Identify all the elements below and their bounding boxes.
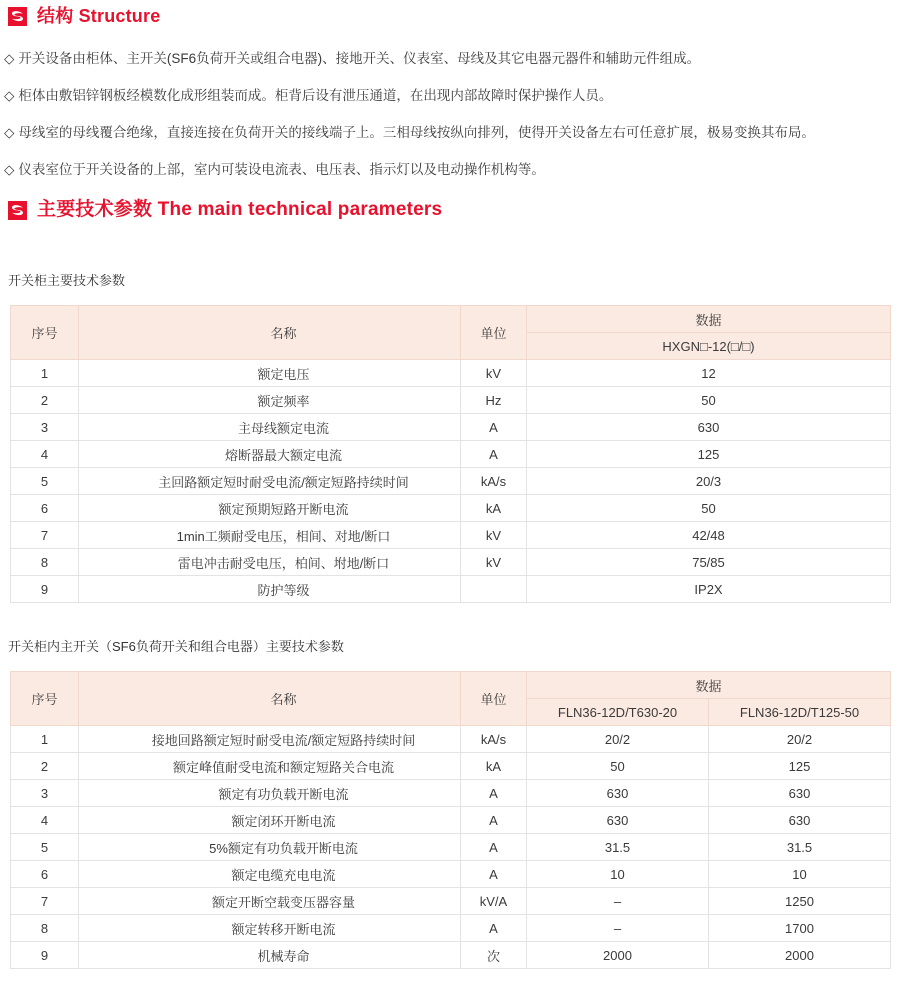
table-body	[11, 726, 891, 969]
table-row	[11, 780, 891, 807]
cell-name: 额定频率	[79, 387, 461, 414]
cell-unit: kV/A	[461, 888, 527, 915]
table-caption-main-switch: 开关柜内主开关（SF6负荷开关和组合电器）主要技术参数	[8, 639, 344, 654]
cell-no: 3	[11, 414, 79, 441]
cell-unit: 次	[461, 942, 527, 969]
cell-name: 额定闭环开断电流	[79, 807, 461, 834]
list-item	[4, 51, 900, 67]
col-header-model: HXGN□-12(□/□)	[527, 333, 891, 360]
cell-unit: kV	[461, 522, 527, 549]
cell-name: 主回路额定短时耐受电流/额定短路持续时间	[79, 468, 461, 495]
diamond-bullet-icon: ◇	[4, 51, 15, 66]
cell-name: 额定峰值耐受电流和额定短路关合电流	[79, 753, 461, 780]
cell-value-1: 10	[527, 861, 709, 888]
cell-name: 雷电冲击耐受电压，柏间、坿地/断口	[79, 549, 461, 576]
cell-no: 1	[11, 726, 79, 753]
cell-value: 50	[527, 387, 891, 414]
switchgear-parameters-table	[10, 305, 891, 603]
table-row	[11, 915, 891, 942]
cell-unit: A	[461, 780, 527, 807]
cell-no: 3	[11, 780, 79, 807]
table-row	[11, 495, 891, 522]
cell-no: 9	[11, 942, 79, 969]
cell-no: 6	[11, 861, 79, 888]
cell-unit: A	[461, 807, 527, 834]
table-row	[11, 726, 891, 753]
red-ribbon-icon	[8, 201, 27, 220]
col-header-no: 序号	[11, 672, 79, 726]
table-row	[11, 942, 891, 969]
cell-unit: kA	[461, 753, 527, 780]
cell-name: 额定预期短路开断电流	[79, 495, 461, 522]
cell-unit	[461, 576, 527, 603]
cell-name: 机械寿命	[79, 942, 461, 969]
cell-name: 额定转移开断电流	[79, 915, 461, 942]
cell-value-2: 1700	[709, 915, 891, 942]
cell-value-1: 50	[527, 753, 709, 780]
list-item	[4, 162, 900, 178]
cell-value-2: 20/2	[709, 726, 891, 753]
cell-value-2: 31.5	[709, 834, 891, 861]
col-header-unit: 单位	[461, 672, 527, 726]
cell-value-2: 630	[709, 780, 891, 807]
cell-no: 8	[11, 915, 79, 942]
list-item-text: 柜体由敷铝锌钢板经模数化成形组装而成。柜背后设有泄压通道，在出现内部故障时保护操作人员。	[18, 88, 613, 103]
cell-name: 熔断器最大额定电流	[79, 441, 461, 468]
structure-bullet-list	[4, 51, 900, 178]
table-row	[11, 360, 891, 387]
col-header-model-1: FLN36-12D/T630-20	[527, 699, 709, 726]
cell-value-2: 2000	[709, 942, 891, 969]
cell-unit: A	[461, 834, 527, 861]
list-item-text: 开关设备由柜体、主开关(SF6负荷开关或组合电器)、接地开关、仪表室、母线及其它电器元器件和辅助元件组成。	[18, 51, 701, 66]
table-row	[11, 549, 891, 576]
table-header-row	[11, 306, 891, 333]
table-header-row	[11, 672, 891, 699]
cell-no: 7	[11, 888, 79, 915]
col-header-data: 数据	[527, 672, 891, 699]
cell-value: 12	[527, 360, 891, 387]
cell-name: 防护等级	[79, 576, 461, 603]
cell-value-1: –	[527, 915, 709, 942]
cell-no: 4	[11, 807, 79, 834]
cell-unit: kA/s	[461, 726, 527, 753]
col-header-data: 数据	[527, 306, 891, 333]
table-row	[11, 753, 891, 780]
cell-no: 2	[11, 753, 79, 780]
col-header-no: 序号	[11, 306, 79, 360]
cell-no: 5	[11, 834, 79, 861]
cell-value: 20/3	[527, 468, 891, 495]
cell-value-1: 630	[527, 780, 709, 807]
cell-value: IP2X	[527, 576, 891, 603]
cell-no: 6	[11, 495, 79, 522]
table-header	[11, 672, 891, 726]
cell-unit: kA	[461, 495, 527, 522]
cell-unit: A	[461, 915, 527, 942]
cell-name: 5%额定有功负载开断电流	[79, 834, 461, 861]
table-row	[11, 576, 891, 603]
table-row	[11, 441, 891, 468]
cell-value-2: 10	[709, 861, 891, 888]
cell-no: 1	[11, 360, 79, 387]
cell-no: 9	[11, 576, 79, 603]
cell-value: 75/85	[527, 549, 891, 576]
table-row	[11, 387, 891, 414]
col-header-name: 名称	[79, 306, 461, 360]
cell-value: 50	[527, 495, 891, 522]
cell-value-1: –	[527, 888, 709, 915]
cell-value-2: 125	[709, 753, 891, 780]
cell-no: 4	[11, 441, 79, 468]
diamond-bullet-icon: ◇	[4, 162, 15, 177]
list-item	[4, 88, 900, 104]
table-body	[11, 360, 891, 603]
cell-name: 额定电压	[79, 360, 461, 387]
cell-name: 主母线额定电流	[79, 414, 461, 441]
diamond-bullet-icon: ◇	[4, 125, 15, 140]
cell-value-1: 31.5	[527, 834, 709, 861]
col-header-unit: 单位	[461, 306, 527, 360]
cell-value-2: 630	[709, 807, 891, 834]
section-header-main-technical-parameters	[0, 199, 900, 221]
section-header-structure	[0, 0, 900, 27]
cell-unit: Hz	[461, 387, 527, 414]
cell-value-1: 2000	[527, 942, 709, 969]
red-ribbon-icon	[8, 7, 27, 26]
table-row	[11, 807, 891, 834]
cell-no: 5	[11, 468, 79, 495]
cell-unit: A	[461, 414, 527, 441]
cell-no: 8	[11, 549, 79, 576]
cell-unit: kV	[461, 549, 527, 576]
cell-no: 7	[11, 522, 79, 549]
cell-value: 125	[527, 441, 891, 468]
table-row	[11, 468, 891, 495]
diamond-bullet-icon: ◇	[4, 88, 15, 103]
cell-unit: A	[461, 441, 527, 468]
col-header-name: 名称	[79, 672, 461, 726]
cell-unit: A	[461, 861, 527, 888]
table-row	[11, 861, 891, 888]
table-row	[11, 834, 891, 861]
table-row	[11, 522, 891, 549]
cell-value: 42/48	[527, 522, 891, 549]
cell-value-2: 1250	[709, 888, 891, 915]
cell-no: 2	[11, 387, 79, 414]
cell-name: 额定开断空载变压器容量	[79, 888, 461, 915]
cell-name: 1min工频耐受电压，相间、对地/断口	[79, 522, 461, 549]
table-row	[11, 414, 891, 441]
cell-name: 额定电缆充电电流	[79, 861, 461, 888]
table-row	[11, 888, 891, 915]
cell-name: 额定有功负载开断电流	[79, 780, 461, 807]
section-title: 结构 Structure	[37, 6, 161, 26]
cell-unit: kA/s	[461, 468, 527, 495]
list-item-text: 母线室的母线覆合绝缘，直接连接在负荷开关的接线端子上。三相母线按纵向排列，使得开关设备左右可任意扩展，极易变换其布局。	[18, 125, 815, 140]
cell-value-1: 630	[527, 807, 709, 834]
section-title: 主要技术参数 The main technical parameters	[37, 199, 443, 220]
table-caption-switchgear: 开关柜主要技术参数	[8, 273, 126, 288]
col-header-model-2: FLN36-12D/T125-50	[709, 699, 891, 726]
main-switch-parameters-table	[10, 671, 891, 969]
list-item-text: 仪表室位于开关设备的上部，室内可装设电流表、电压表、指示灯以及电动操作机构等。	[18, 162, 545, 177]
cell-value: 630	[527, 414, 891, 441]
cell-name: 接地回路额定短时耐受电流/额定短路持续时间	[79, 726, 461, 753]
cell-unit: kV	[461, 360, 527, 387]
list-item	[4, 125, 900, 141]
cell-value-1: 20/2	[527, 726, 709, 753]
table-header	[11, 306, 891, 360]
